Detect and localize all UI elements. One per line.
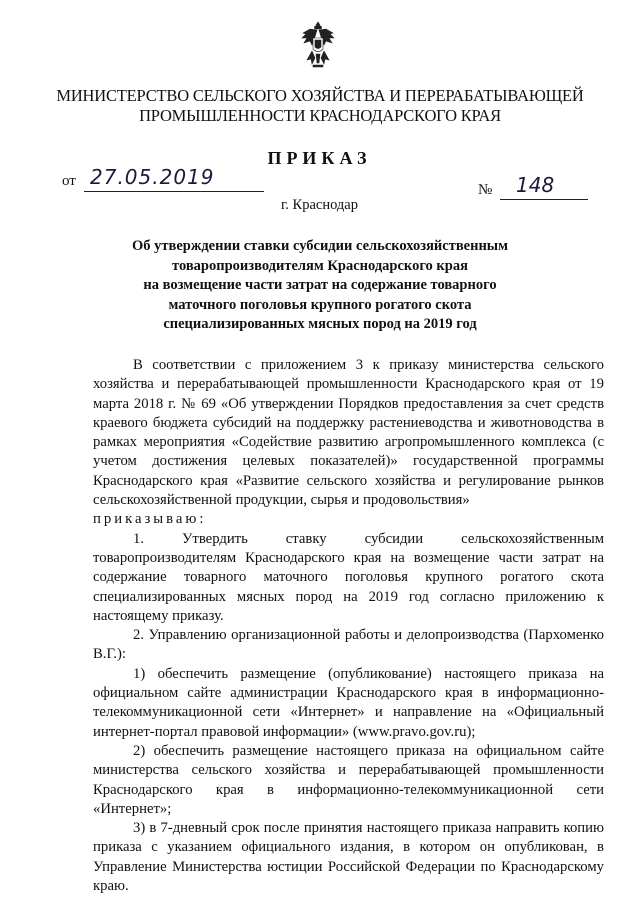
subject-line2: товаропроизводителям Краснодарского края (172, 257, 468, 274)
city-name: г. Краснодар (280, 197, 358, 213)
item-2-1-paragraph: 1) обеспечить размещение (опубликование) настоящего приказа на официальном сайте администрации Краснодарского края в информационно-телекоммуникационной сети «Интернет» и направление на «Официальный интернет-портал правовой информации» (www.pravo.gov.ru); (93, 665, 604, 740)
item-2-3-paragraph: 3) в 7-дневный срок после принятия настоящего приказа направить копию приказа с указанием официального издания, в котором он опубликован, в Управление Министерства юстиции Российской Федерации по Краснодарскому краю. (93, 820, 604, 895)
date-prefix: от (62, 173, 76, 189)
preamble-paragraph: В соответствии с приложением 3 к приказу министерства сельского хозяйства и перерабатывающей промышленности Краснодарского края от 19 марта 2018 г. № 69 «Об утверждении Порядков предоставления за счет средств краевого бюджета субсидий на поддержку растениеводства и животноводства в рамках мероприятия «Содействие развитию агропромышленного комплекса (с учетом достижения целевых показателей)» государственной программы Краснодарского края «Развитие сельского хозяйства и регулирование рынков сельскохозяйственной продукции, сырья и продовольствия» (93, 357, 604, 509)
subject-line5: специализированных мясных пород на 2019 год (163, 316, 477, 332)
order-word: приказываю: (93, 511, 207, 528)
number-sign: № (478, 182, 493, 198)
item-2-2-paragraph: 2) обеспечить размещение настоящего приказа на официальном сайте министерства сельского хозяйства и перерабатывающей промышленности Краснодарского края в информационно-телекоммуникационной сети «Интернет»; (93, 742, 604, 817)
handwritten-date: 27.05.2019 (90, 165, 215, 189)
document-body (93, 356, 604, 896)
date-underline (84, 191, 264, 192)
ministry-name (40, 86, 600, 126)
subject-line3: на возмещение части затрат на содержание товарного (143, 277, 497, 293)
subject-line1: Об утверждении ставки субсидии сельскохозяйственным (131, 238, 509, 254)
document-type-title: ПРИКАЗ (267, 148, 372, 168)
item-1-paragraph: 1. Утвердить ставку субсидии сельскохозяйственным товаропроизводителям Краснодарского края на возмещение части затрат на содержание товарного маточного поголовья крупного рогатого скота специализированных мясных пород на 2019 год согласно приложению к настоящему приказу. (93, 530, 604, 624)
item-2-paragraph: 2. Управлению организационной работы и делопроизводства (Пархоменко В.Г.): (93, 627, 604, 663)
ministry-name-line1: МИНИСТЕРСТВО СЕЛЬСКОГО ХОЗЯЙСТВА И ПЕРЕРАБАТЫВАЮЩЕЙ (56, 86, 584, 105)
subject-line4: маточного поголовья крупного рогатого скота (168, 296, 472, 313)
ministry-name-line2: ПРОМЫШЛЕННОСТИ КРАСНОДАРСКОГО КРАЯ (139, 106, 501, 125)
document-subject (60, 237, 580, 335)
coat-of-arms-emblem (300, 20, 336, 70)
handwritten-number: 148 (516, 173, 555, 197)
